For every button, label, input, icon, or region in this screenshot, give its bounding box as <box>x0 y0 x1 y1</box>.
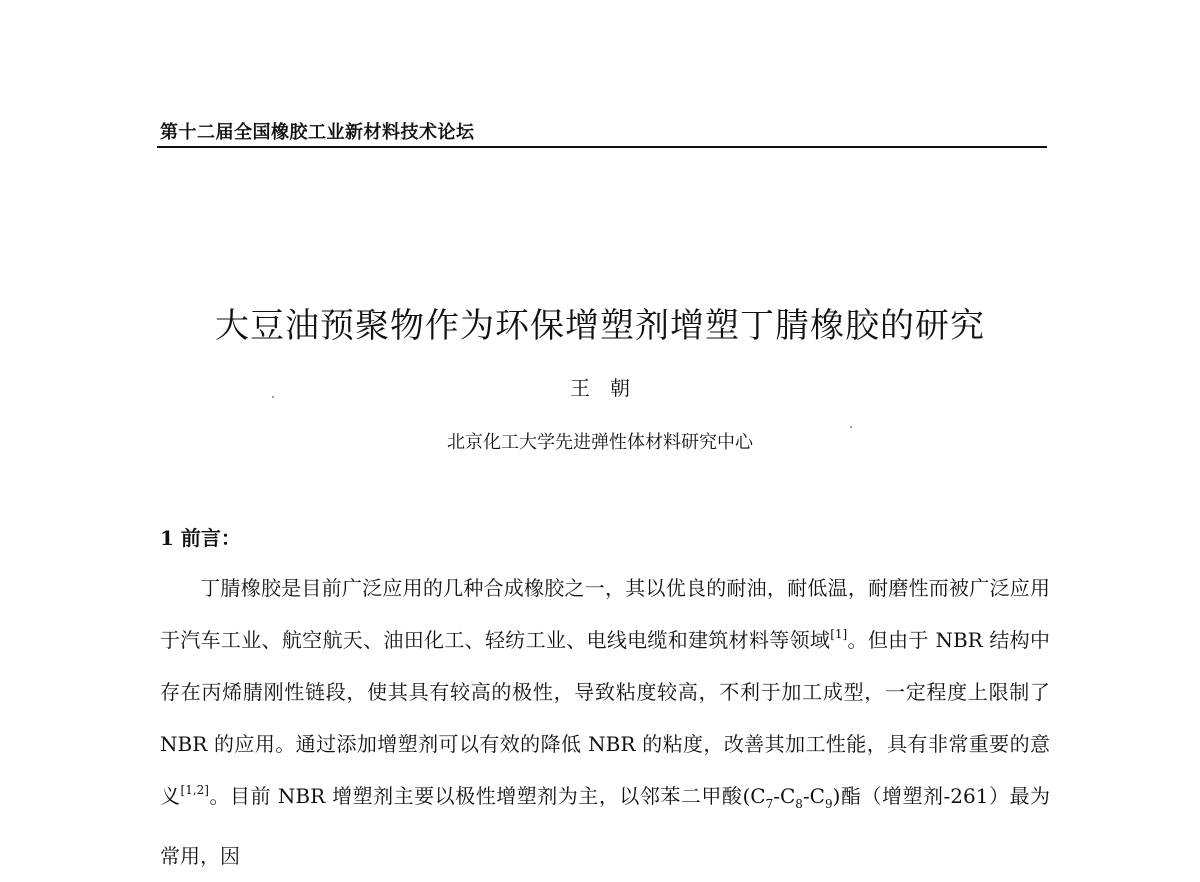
paragraph-text-1: 丁腈橡胶是目前广泛应用的几种合成橡胶之一，其以优良的耐油，耐低温，耐磨性而被广泛应用于汽车工业、航空航天、油田化工、轻纺工业、电线电缆和建筑材料等领域 <box>160 576 1050 652</box>
paragraph-text-5: -C <box>802 784 825 808</box>
author-name: 王 朝 <box>570 376 630 400</box>
paragraph-text-4: -C <box>773 784 796 808</box>
paper-title: 大豆油预聚物作为环保增塑剂增塑丁腈橡胶的研究 <box>215 306 985 346</box>
paragraph-text-3: 。目前 NBR 增塑剂主要以极性增塑剂为主，以邻苯二甲酸(C <box>208 784 766 808</box>
running-header: 第十二届全国橡胶工业新材料技术论坛 <box>160 122 475 143</box>
paragraph-text-6: )酯（增塑剂-261）最为常用，因 <box>160 784 1051 868</box>
header-rule <box>157 146 1047 148</box>
scan-speck <box>272 396 274 398</box>
subscript-8: 8 <box>795 797 803 811</box>
scan-speck <box>850 426 852 428</box>
paragraph-text-2: 。但由于 NBR 结构中存在丙烯腈刚性链段，使其具有较高的极性，导致粘度较高，不利于加工成型，一定程度上限制了 NBR 的应用。通过添加增塑剂可以有效的降低 NBR 的粘度，改善其加工性能，具有非常重要的意义 <box>160 628 1050 808</box>
citation-2: [1,2] <box>180 783 209 797</box>
body-paragraph <box>160 562 1050 882</box>
author-affiliation: 北京化工大学先进弹性体材料研究中心 <box>447 432 753 453</box>
citation-1: [1] <box>830 627 848 641</box>
subscript-9: 9 <box>824 797 833 811</box>
subscript-7: 7 <box>765 797 774 811</box>
section-heading: 1 前言： <box>160 526 241 550</box>
